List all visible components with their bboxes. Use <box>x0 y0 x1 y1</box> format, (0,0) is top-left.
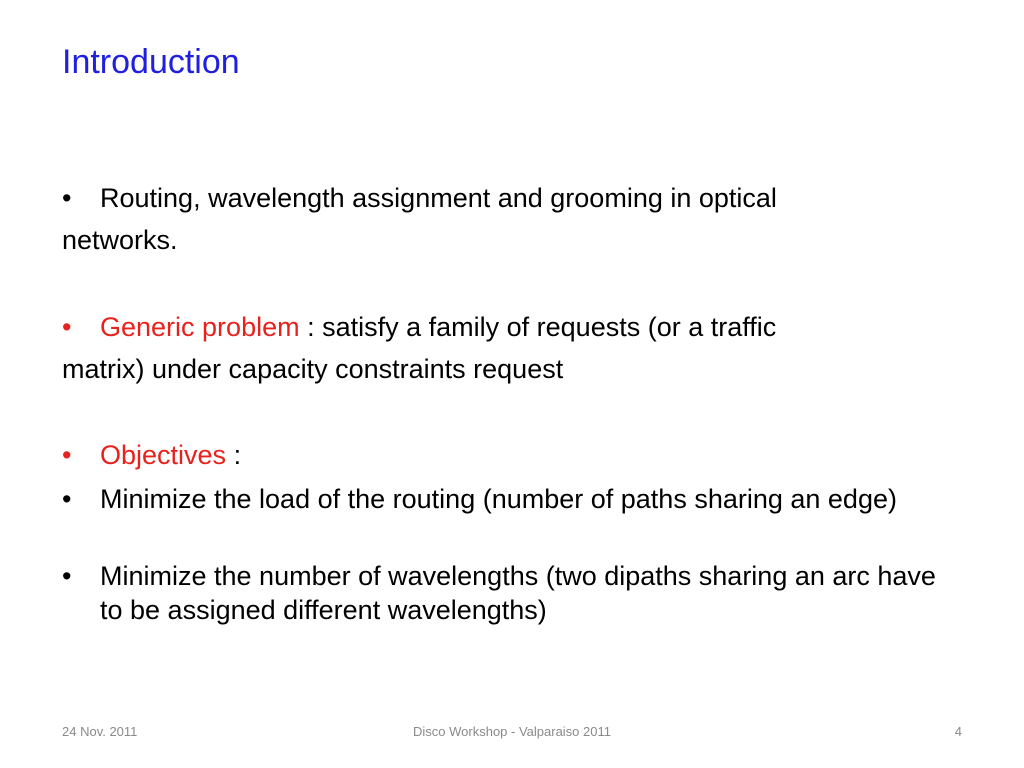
bullet-lead: Generic problem <box>100 312 300 342</box>
bullet-icon: • <box>62 440 72 470</box>
bullet-icon: • <box>62 484 72 514</box>
bullet-item-minimize-wavelengths <box>62 559 962 627</box>
bullet-item-minimize-load <box>62 482 962 516</box>
bullet-icon: • <box>62 183 72 213</box>
bullet-continuation: matrix) under capacity constraints request <box>62 354 564 384</box>
slide-title: Introduction <box>62 43 240 81</box>
bullet-text: : satisfy a family of requests (or a traffic <box>299 312 777 342</box>
bullet-continuation: networks. <box>62 225 178 255</box>
bullet-item-routing <box>62 177 962 261</box>
footer-date: 24 Nov. 2011 <box>62 724 138 739</box>
bullet-lead: Objectives <box>100 440 227 470</box>
footer-page-number: 4 <box>954 724 962 739</box>
bullet-item-generic-problem <box>62 306 962 390</box>
footer-event: Disco Workshop - Valparaiso 2011 <box>413 724 611 739</box>
bullet-icon: • <box>62 312 72 342</box>
bullet-text: Minimize the load of the routing (number of paths sharing an edge) <box>100 484 897 514</box>
bullet-item-objectives <box>62 434 962 476</box>
bullet-text: : <box>226 440 242 470</box>
bullet-text: Minimize the number of wavelengths (two dipaths sharing an arc have to be assigned different wavelengths) <box>100 561 936 625</box>
bullet-icon: • <box>62 561 72 591</box>
bullet-text: Routing, wavelength assignment and grooming in optical <box>100 183 777 213</box>
